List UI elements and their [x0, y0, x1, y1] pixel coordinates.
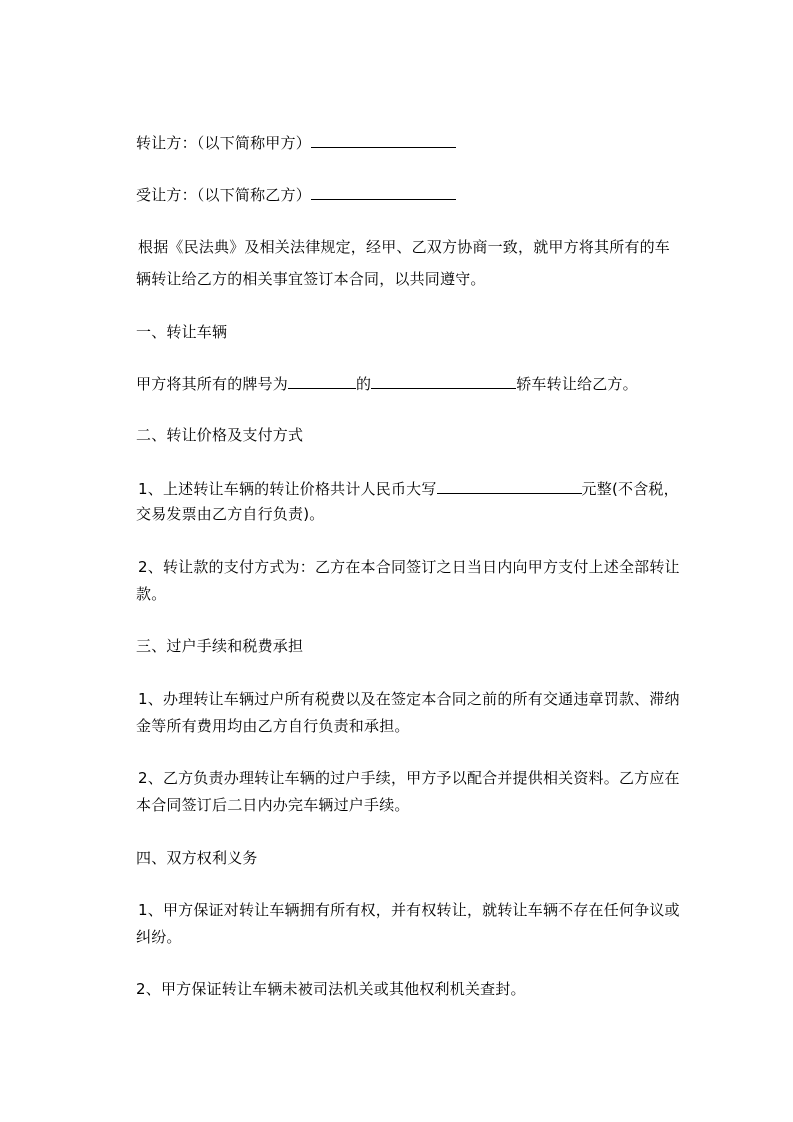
section-4-title: 四、双方权利义务	[136, 849, 258, 867]
transferee-blank[interactable]	[311, 185, 456, 200]
section-3-title: 三、过户手续和税费承担	[136, 637, 304, 655]
plate-label: 甲方将其所有的牌号为	[136, 375, 289, 393]
section-2-item-2-line-1: 2、转让款的支付方式为：乙方在本合同签订之日当日内向甲方支付上述全部转让	[138, 558, 680, 576]
section-2-item-1-line-2: 交易发票由乙方自行负责)。	[136, 505, 325, 523]
transferor-line	[136, 133, 726, 152]
price-suffix: 元整(不含税，	[581, 480, 679, 498]
section-1-title: 一、转让车辆	[136, 323, 228, 341]
section-3-item-2-line-2: 本合同签订后二日内办完车辆过户手续。	[136, 796, 410, 814]
section-4-item-1-line-1: 1、甲方保证对转让车辆拥有所有权，并有权转让，就转让车辆不存在任何争议或	[138, 901, 680, 919]
section-2-title: 二、转让价格及支付方式	[136, 426, 304, 444]
section-2-item-1-line-1	[138, 479, 728, 498]
intro-line-1: 根据《民法典》及相关法律规定，经甲、乙双方协商一致，就甲方将其所有的车	[138, 238, 671, 256]
plate-number-blank[interactable]	[288, 374, 356, 389]
section-3-item-2-line-1: 2、乙方负责办理转让车辆的过户手续，甲方予以配合并提供相关资料。乙方应在	[138, 769, 680, 787]
transferee-label: 受让方：（以下简称乙方）	[136, 186, 311, 204]
price-amount-blank[interactable]	[437, 479, 582, 494]
car-model-blank[interactable]	[371, 374, 516, 389]
transferor-blank[interactable]	[311, 133, 456, 148]
of-text: 的	[356, 375, 372, 393]
section-3-item-1-line-2: 金等所有费用均由乙方自行负责和承担。	[136, 717, 410, 735]
section-3-item-1-line-1: 1、办理转让车辆过户所有税费以及在签定本合同之前的所有交通违章罚款、滞纳	[138, 690, 680, 708]
section-4-item-2: 2、甲方保证转让车辆未被司法机关或其他权利机关查封。	[136, 980, 526, 998]
transferee-line	[136, 185, 726, 204]
intro-line-2: 辆转让给乙方的相关事宜签订本合同，以共同遵守。	[136, 270, 486, 288]
section-2-item-2-line-2: 款。	[136, 585, 167, 603]
transferor-label: 转让方：（以下简称甲方）	[136, 134, 311, 152]
section-1-paragraph	[136, 374, 726, 393]
sedan-transfer-text: 轿车转让给乙方。	[516, 375, 638, 393]
price-label: 1、上述转让车辆的转让价格共计人民币大写	[138, 480, 437, 498]
section-4-item-1-line-2: 纠纷。	[136, 928, 182, 946]
